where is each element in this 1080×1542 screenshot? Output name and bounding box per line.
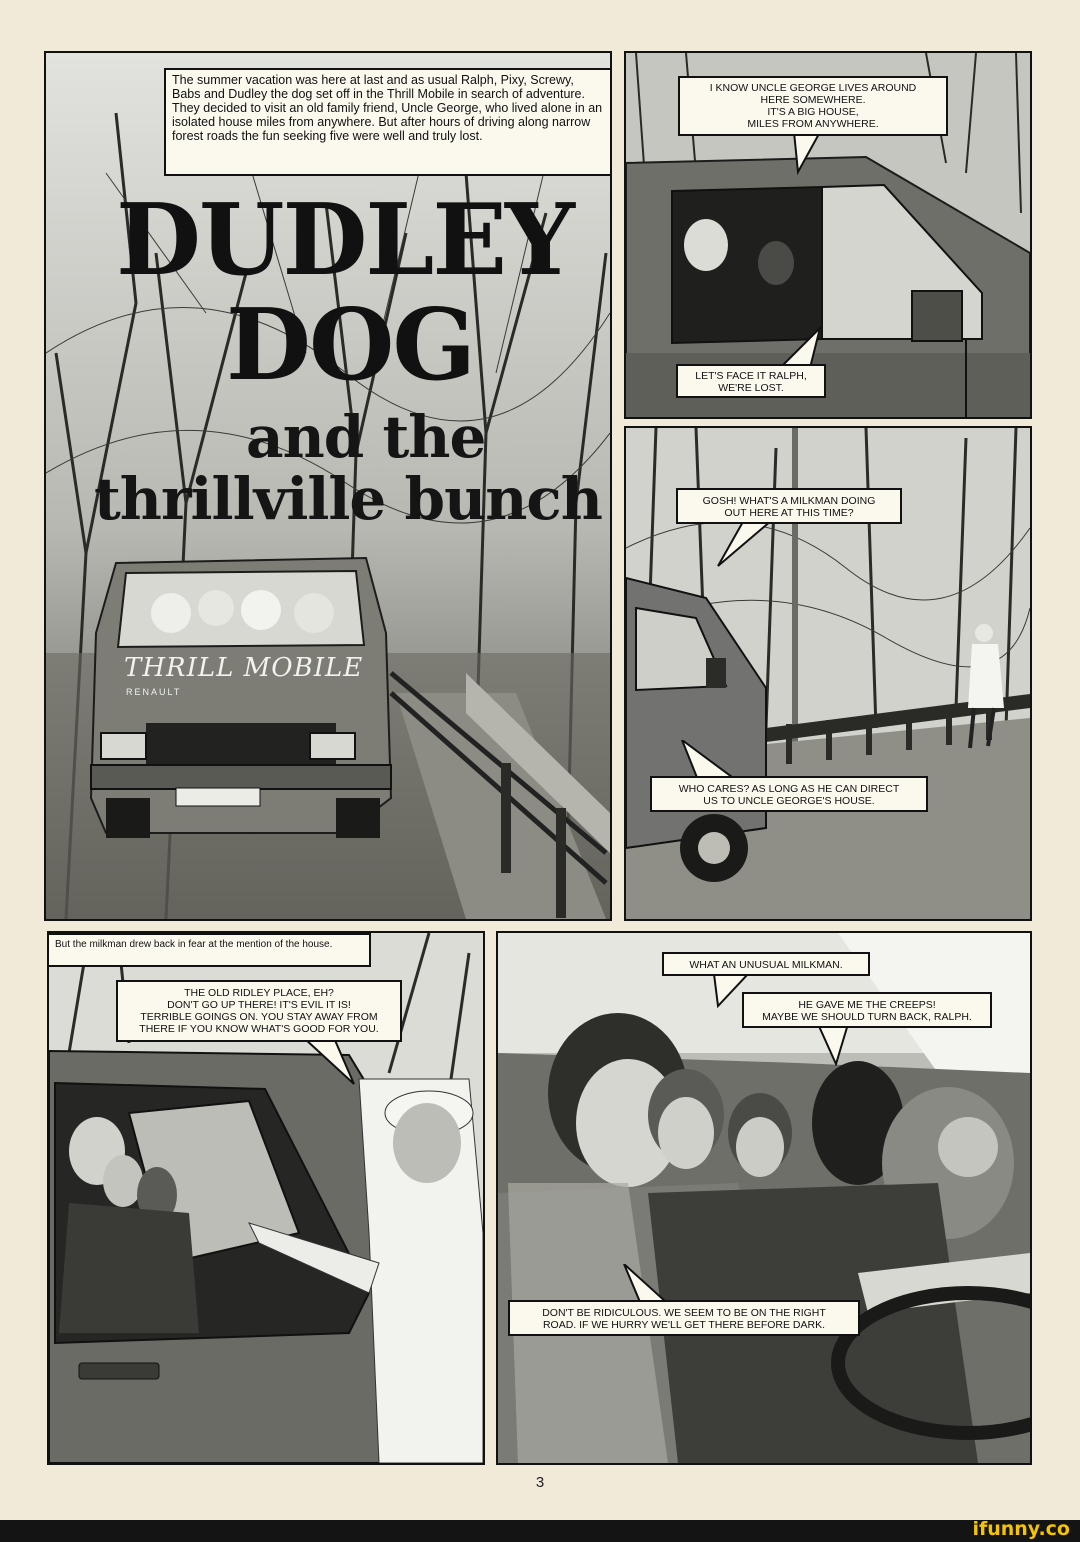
panel-4-caption: But the milkman drew back in fear at the mention of the house.	[47, 933, 371, 967]
balloon-line: DON'T BE RIDICULOUS. WE SEEM TO BE ON THE RIGHT	[542, 1307, 826, 1319]
balloon-line: IT'S A BIG HOUSE,	[767, 106, 859, 118]
panel-5-balloon-2-tail	[814, 1024, 854, 1066]
balloon-line: HERE SOMEWHERE.	[760, 94, 866, 106]
balloon-line: OUT HERE AT THIS TIME?	[724, 507, 854, 519]
balloon-line: MAYBE WE SHOULD TURN BACK, RALPH.	[762, 1011, 972, 1023]
panel-3-balloon-1-tail	[714, 520, 774, 570]
panel-5-balloon-2	[742, 992, 992, 1028]
title-and-the: and the	[246, 403, 486, 471]
balloon-line: DON'T GO UP THERE! IT'S EVIL IT IS!	[167, 999, 351, 1011]
balloon-line: MILES FROM ANYWHERE.	[747, 118, 879, 130]
title-thrillville-bunch: thrillville bunch	[94, 465, 602, 533]
balloon-line: I KNOW UNCLE GEORGE LIVES AROUND	[709, 82, 917, 94]
balloon-line: WE'RE LOST.	[718, 382, 784, 394]
panel-3-balloon-2	[650, 776, 928, 812]
balloon-line: US TO UNCLE GEORGE'S HOUSE.	[703, 795, 875, 807]
title-dog: DOG	[226, 288, 475, 403]
panel-5-balloon-1: WHAT AN UNUSUAL MILKMAN.	[662, 952, 870, 976]
panel-5-balloon-3	[508, 1300, 860, 1336]
watermark-logo: ifunny.co	[972, 1518, 1070, 1540]
balloon-line: LET'S FACE IT RALPH,	[695, 370, 807, 382]
page-number: 3	[535, 1474, 545, 1491]
balloon-line: ROAD. IF WE HURRY WE'LL GET THERE BEFORE DARK.	[542, 1319, 826, 1331]
panel-5-balloon-3-tail	[620, 1264, 670, 1304]
panel-1-caption: The summer vacation was here at last and as usual Ralph, Pixy, Screwy, Babs and Dudley the dog set off in the Thrill Mobile in search of adventure. They decided to visit an old family friend, Uncle George, who lived alone in an isolated house miles from anywhere. But after hours of driving along narrow forest roads the fun seeking five were well and truly lost.	[164, 68, 612, 176]
van-brand: RENAULT	[126, 687, 182, 697]
panel-2-balloon-1-tail	[790, 132, 830, 176]
panel-4-balloon-tail	[300, 1038, 356, 1086]
panel-3-balloon-1	[676, 488, 902, 524]
panel-1-title	[44, 51, 612, 921]
balloon-line: WHO CARES? AS LONG AS HE CAN DIRECT	[678, 783, 900, 795]
balloon-line: HE GAVE ME THE CREEPS!	[798, 999, 936, 1011]
balloon-line: THERE IF YOU KNOW WHAT'S GOOD FOR YOU.	[139, 1023, 379, 1035]
van-sign: THRILL MOBILE	[124, 653, 364, 683]
panel-2-balloon-2	[676, 364, 826, 398]
title-dudley: DUDLEY	[116, 183, 573, 298]
balloon-line: TERRIBLE GOINGS ON. YOU STAY AWAY FROM	[140, 1011, 378, 1023]
balloon-line: GOSH! WHAT'S A MILKMAN DOING	[702, 495, 876, 507]
footer-bar	[0, 1520, 1080, 1542]
panel-4-balloon	[116, 980, 402, 1042]
balloon-line: THE OLD RIDLEY PLACE, EH?	[184, 987, 334, 999]
panel-2-balloon-1	[678, 76, 948, 136]
